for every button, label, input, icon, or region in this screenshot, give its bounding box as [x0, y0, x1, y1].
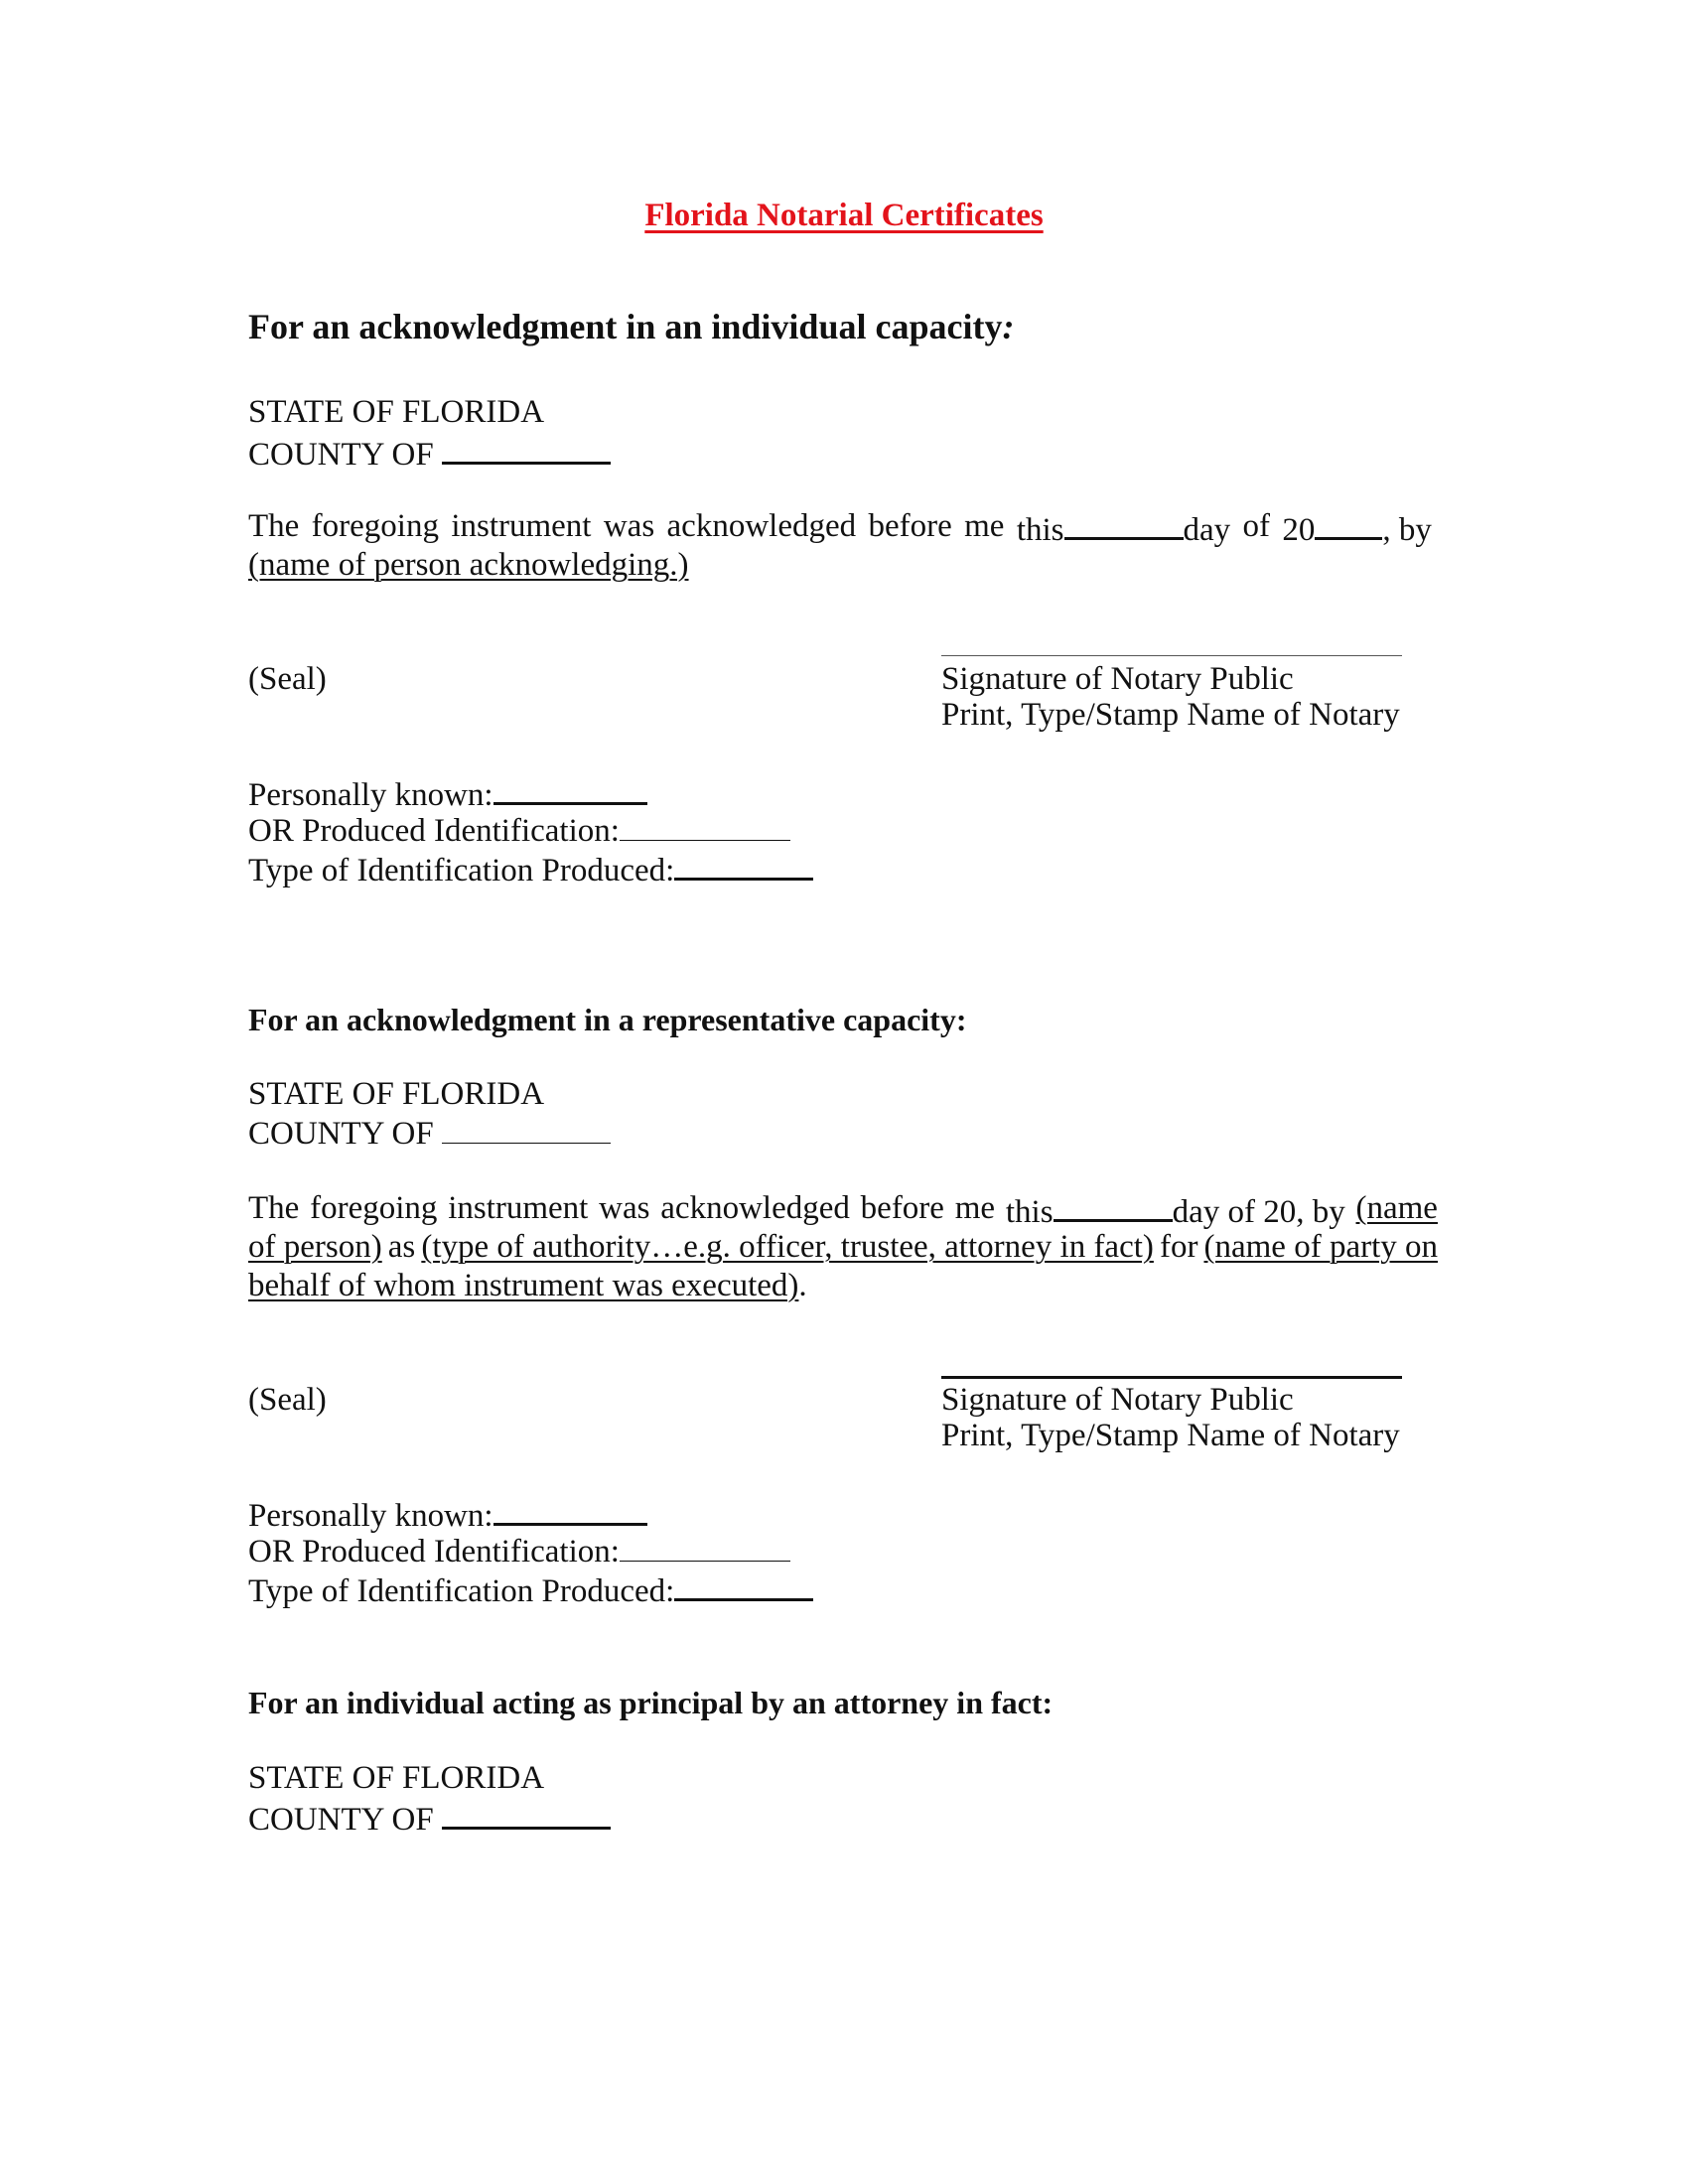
- party-name-placeholder[interactable]: behalf of whom instrument was executed): [248, 1268, 799, 1303]
- state-label: STATE OF FLORIDA: [248, 1076, 545, 1112]
- id-type-blank[interactable]: [674, 1569, 813, 1601]
- day-blank[interactable]: [1054, 1189, 1173, 1222]
- personally-known-line: Personally known:: [248, 772, 647, 815]
- personally-known-blank[interactable]: [493, 1493, 647, 1526]
- county-blank[interactable]: [442, 1113, 611, 1144]
- produced-id-line: OR Produced Identification:: [248, 810, 790, 851]
- id-type-line: Type of Identification Produced:: [248, 848, 813, 890]
- party-name-placeholder[interactable]: (name of party on: [1203, 1229, 1438, 1265]
- notary-name-label: Print, Type/Stamp Name of Notary: [941, 1418, 1400, 1453]
- personally-known-blank[interactable]: [493, 772, 647, 805]
- state-label: STATE OF FLORIDA: [248, 1760, 545, 1796]
- personally-known-line: Personally known:: [248, 1493, 647, 1536]
- id-type-blank[interactable]: [674, 848, 813, 881]
- county-line: COUNTY OF: [248, 1797, 611, 1840]
- produced-id-line: OR Produced Identification:: [248, 1531, 790, 1571]
- day-blank[interactable]: [1064, 507, 1184, 540]
- signature-line[interactable]: [941, 1376, 1402, 1379]
- produced-id-blank[interactable]: [620, 810, 790, 841]
- seal-label: (Seal): [248, 1382, 327, 1418]
- name-of-person-placeholder[interactable]: (name of person acknowledging.): [248, 547, 689, 583]
- acknowledgment-paragraph: The foregoing instrument was acknowledged before me this day of 20 , by: [248, 508, 1432, 548]
- section-heading-attorney-in-fact: For an individual acting as principal by an attorney in fact:: [248, 1685, 1054, 1720]
- signature-label: Signature of Notary Public: [941, 1382, 1294, 1418]
- county-line: COUNTY OF: [248, 1113, 611, 1154]
- notary-name-label: Print, Type/Stamp Name of Notary: [941, 697, 1400, 733]
- acknowledgment-paragraph-line-3: behalf of whom instrument was executed).: [248, 1268, 807, 1303]
- acknowledgment-paragraph: The foregoing instrument was acknowledged before me this day of 20, by (name: [248, 1190, 1438, 1230]
- acknowledgment-paragraph-line-2: of person) as (type of authority…e.g. officer, trustee, attorney in fact) for (name of party on: [248, 1229, 1438, 1265]
- county-line: COUNTY OF: [248, 432, 611, 475]
- signature-line[interactable]: [941, 655, 1402, 656]
- seal-label: (Seal): [248, 661, 327, 697]
- document-title: Florida Notarial Certificates: [644, 198, 1044, 233]
- county-blank[interactable]: [442, 432, 611, 465]
- year-blank[interactable]: [1315, 507, 1382, 540]
- section-heading-representative: For an acknowledgment in a representative capacity:: [248, 1002, 967, 1037]
- name-of-person-placeholder[interactable]: of person): [248, 1229, 382, 1265]
- county-blank[interactable]: [442, 1797, 611, 1830]
- id-type-line: Type of Identification Produced:: [248, 1569, 813, 1611]
- signature-label: Signature of Notary Public: [941, 661, 1294, 697]
- state-label: STATE OF FLORIDA: [248, 394, 545, 430]
- section-heading-individual: For an acknowledgment in an individual capacity:: [248, 307, 1015, 346]
- name-of-person-placeholder[interactable]: (name: [1355, 1190, 1438, 1226]
- produced-id-blank[interactable]: [620, 1531, 790, 1562]
- type-of-authority-placeholder[interactable]: (type of authority…e.g. officer, trustee, attorney in fact): [421, 1229, 1154, 1265]
